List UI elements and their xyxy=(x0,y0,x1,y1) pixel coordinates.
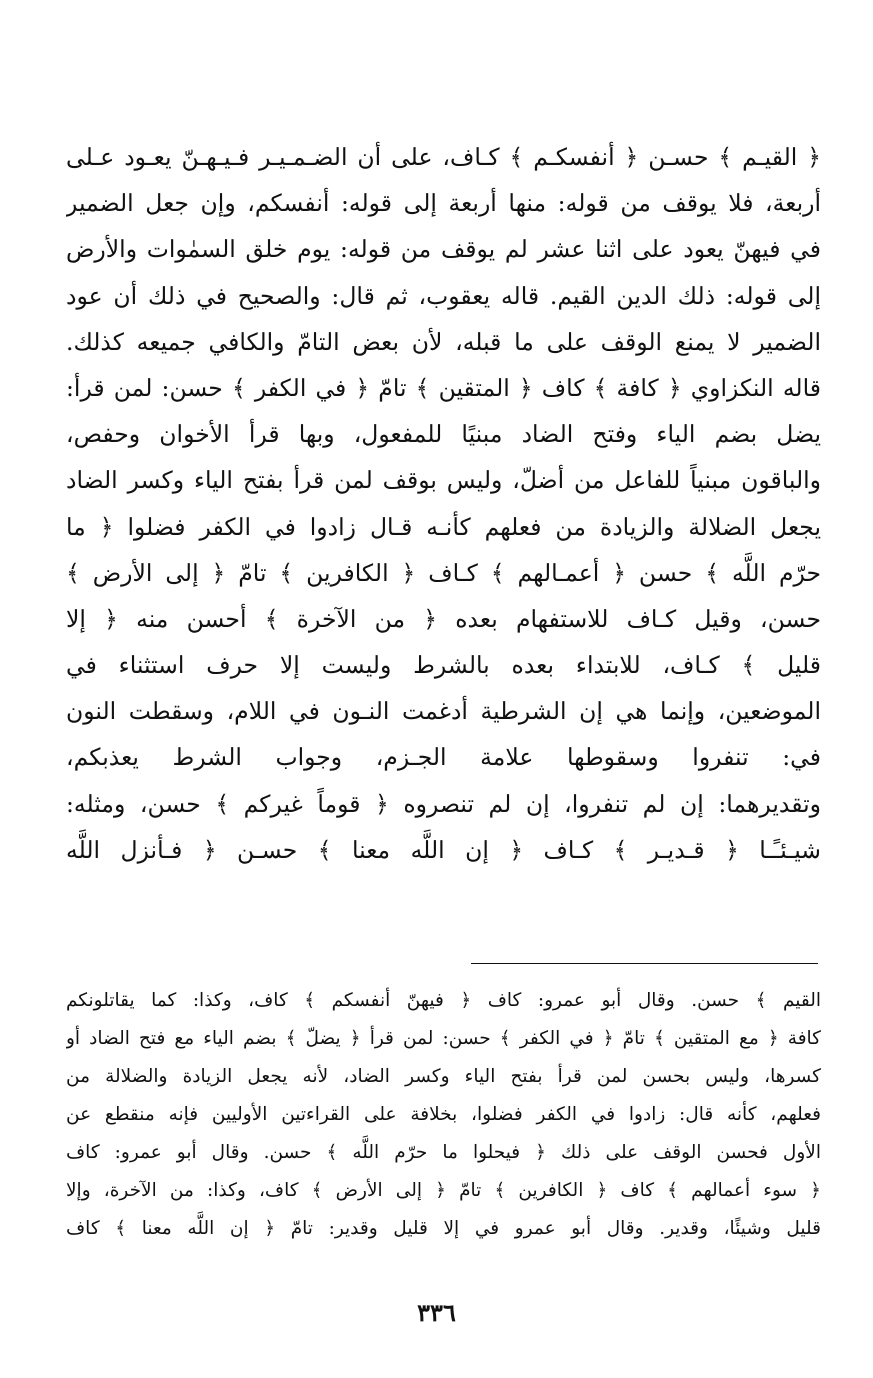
footnote-line: كسرها، وليس بحسن لمن قرأ بفتح الياء وكسر الضاد، لأنه يجعل الزيادة والضلالة من xyxy=(66,1066,821,1087)
footnote-line: فعلهم، كأنه قال: زادوا في الكفر فضلوا، بخلافة على القراءتين الأوليين فإنه منقطع عن xyxy=(66,1104,821,1125)
main-text-line: قليل ﴾ كـاف، للابتداء بعده بالشرط وليست إلا حرف استثناء في xyxy=(66,651,821,680)
footnote-line: ﴿ سوء أعمالهم ﴾ كاف ﴿ الكافرين ﴾ تامّ ﴿ إلى الأرض ﴾ كاف، وكذا: من الآخرة، وإلا xyxy=(66,1180,821,1201)
main-text-body xyxy=(66,134,821,873)
footnote-line: القيم ﴾ حسن. وقال أبو عمرو: كاف ﴿ فيهنّ أنفسكم ﴾ كاف، وكذا: كما يقاتلونكم xyxy=(66,990,821,1011)
main-text-line: قاله النكزاوي ﴿ كافة ﴾ كاف ﴿ المتقين ﴾ تامّ ﴿ في الكفر ﴾ حسن: لمن قرأ: xyxy=(66,373,821,402)
main-text-line: يضل بضم الياء وفتح الضاد مبنيًا للمفعول، وبها قرأ الأخوان وحفص، xyxy=(66,420,821,449)
main-text-line: حسن، وقيل كـاف للاستفهام بعده ﴿ من الآخرة ﴾ أحسن منه ﴿ إلا xyxy=(66,604,821,633)
footnote-line: كافة ﴿ مع المتقين ﴾ تامّ ﴿ في الكفر ﴾ حسن: لمن قرأ ﴿ يضلّ ﴾ بضم الياء مع فتح الضاد أو xyxy=(66,1028,821,1049)
main-text-line: شيـئـًـا ﴿ قـديـر ﴾ كـاف ﴿ إن اللَّه معنا ﴾ حسـن ﴿ فـأنزل اللَّه xyxy=(66,835,821,864)
main-text-line: في فيهنّ يعود على اثنا عشر لم يوقف من قوله: يوم خلق السمٰوات والأرض xyxy=(66,235,821,264)
footnote-line: الأول فحسن الوقف على ذلك ﴿ فيحلوا ما حرّم اللَّه ﴾ حسن. وقال أبو عمرو: كاف xyxy=(66,1142,821,1163)
main-text-line: الضمير لا يمنع الوقف على ما قبله، لأن بعض التامّ والكافي جميعه كذلك. xyxy=(66,327,821,356)
main-text-line: حرّم اللَّه ﴾ حسن ﴿ أعمـالهم ﴾ كـاف ﴿ الكافرين ﴾ تامّ ﴿ إلى الأرض ﴾ xyxy=(66,558,821,587)
main-text-line: وتقديرهما: إن لم تنفروا، إن لم تنصروه ﴿ قوماً غيركم ﴾ حسن، ومثله: xyxy=(66,789,821,818)
main-text-line: ﴿ القيـم ﴾ حسـن ﴿ أنفسكـم ﴾ كـاف، على أن الضـمـيـر فـيـهـنّ يعـود عـلى xyxy=(66,143,821,171)
main-text-line: أربعة، فلا يوقف من قوله: منها أربعة إلى قوله: أنفسكم، وإن جعل الضمير xyxy=(66,189,821,218)
main-text-line: الموضعين، وإنما هي إن الشرطية أدغمت النـون في اللام، وسقطت النون xyxy=(66,697,821,726)
main-text-line: في: تنفروا وسقوطها علامة الجـزم، وجواب الشرط يعذبكم، xyxy=(66,743,821,772)
main-text-line: يجعل الضلالة والزيادة من فعلهم كأنـه قـال زادوا في الكفر فضلوا ﴿ ما xyxy=(66,512,821,541)
main-text-line: إلى قوله: ذلك الدين القيم. قاله يعقوب، ثم قال: والصحيح في ذلك أن عود xyxy=(66,281,821,310)
footnote-separator xyxy=(471,963,818,964)
main-text-line: والباقون مبنياً للفاعل من أضلّ، وليس بوقف لمن قرأ بفتح الياء وكسر الضاد xyxy=(66,466,821,495)
footnote-line: قليل وشيئًا، وقدير. وقال أبو عمرو في إلا قليل وقدير: تامّ ﴿ إن اللَّه معنا ﴾ كاف xyxy=(66,1218,821,1239)
page-number: ٣٣٦ xyxy=(417,1298,456,1327)
footnotes-section xyxy=(66,982,821,1248)
